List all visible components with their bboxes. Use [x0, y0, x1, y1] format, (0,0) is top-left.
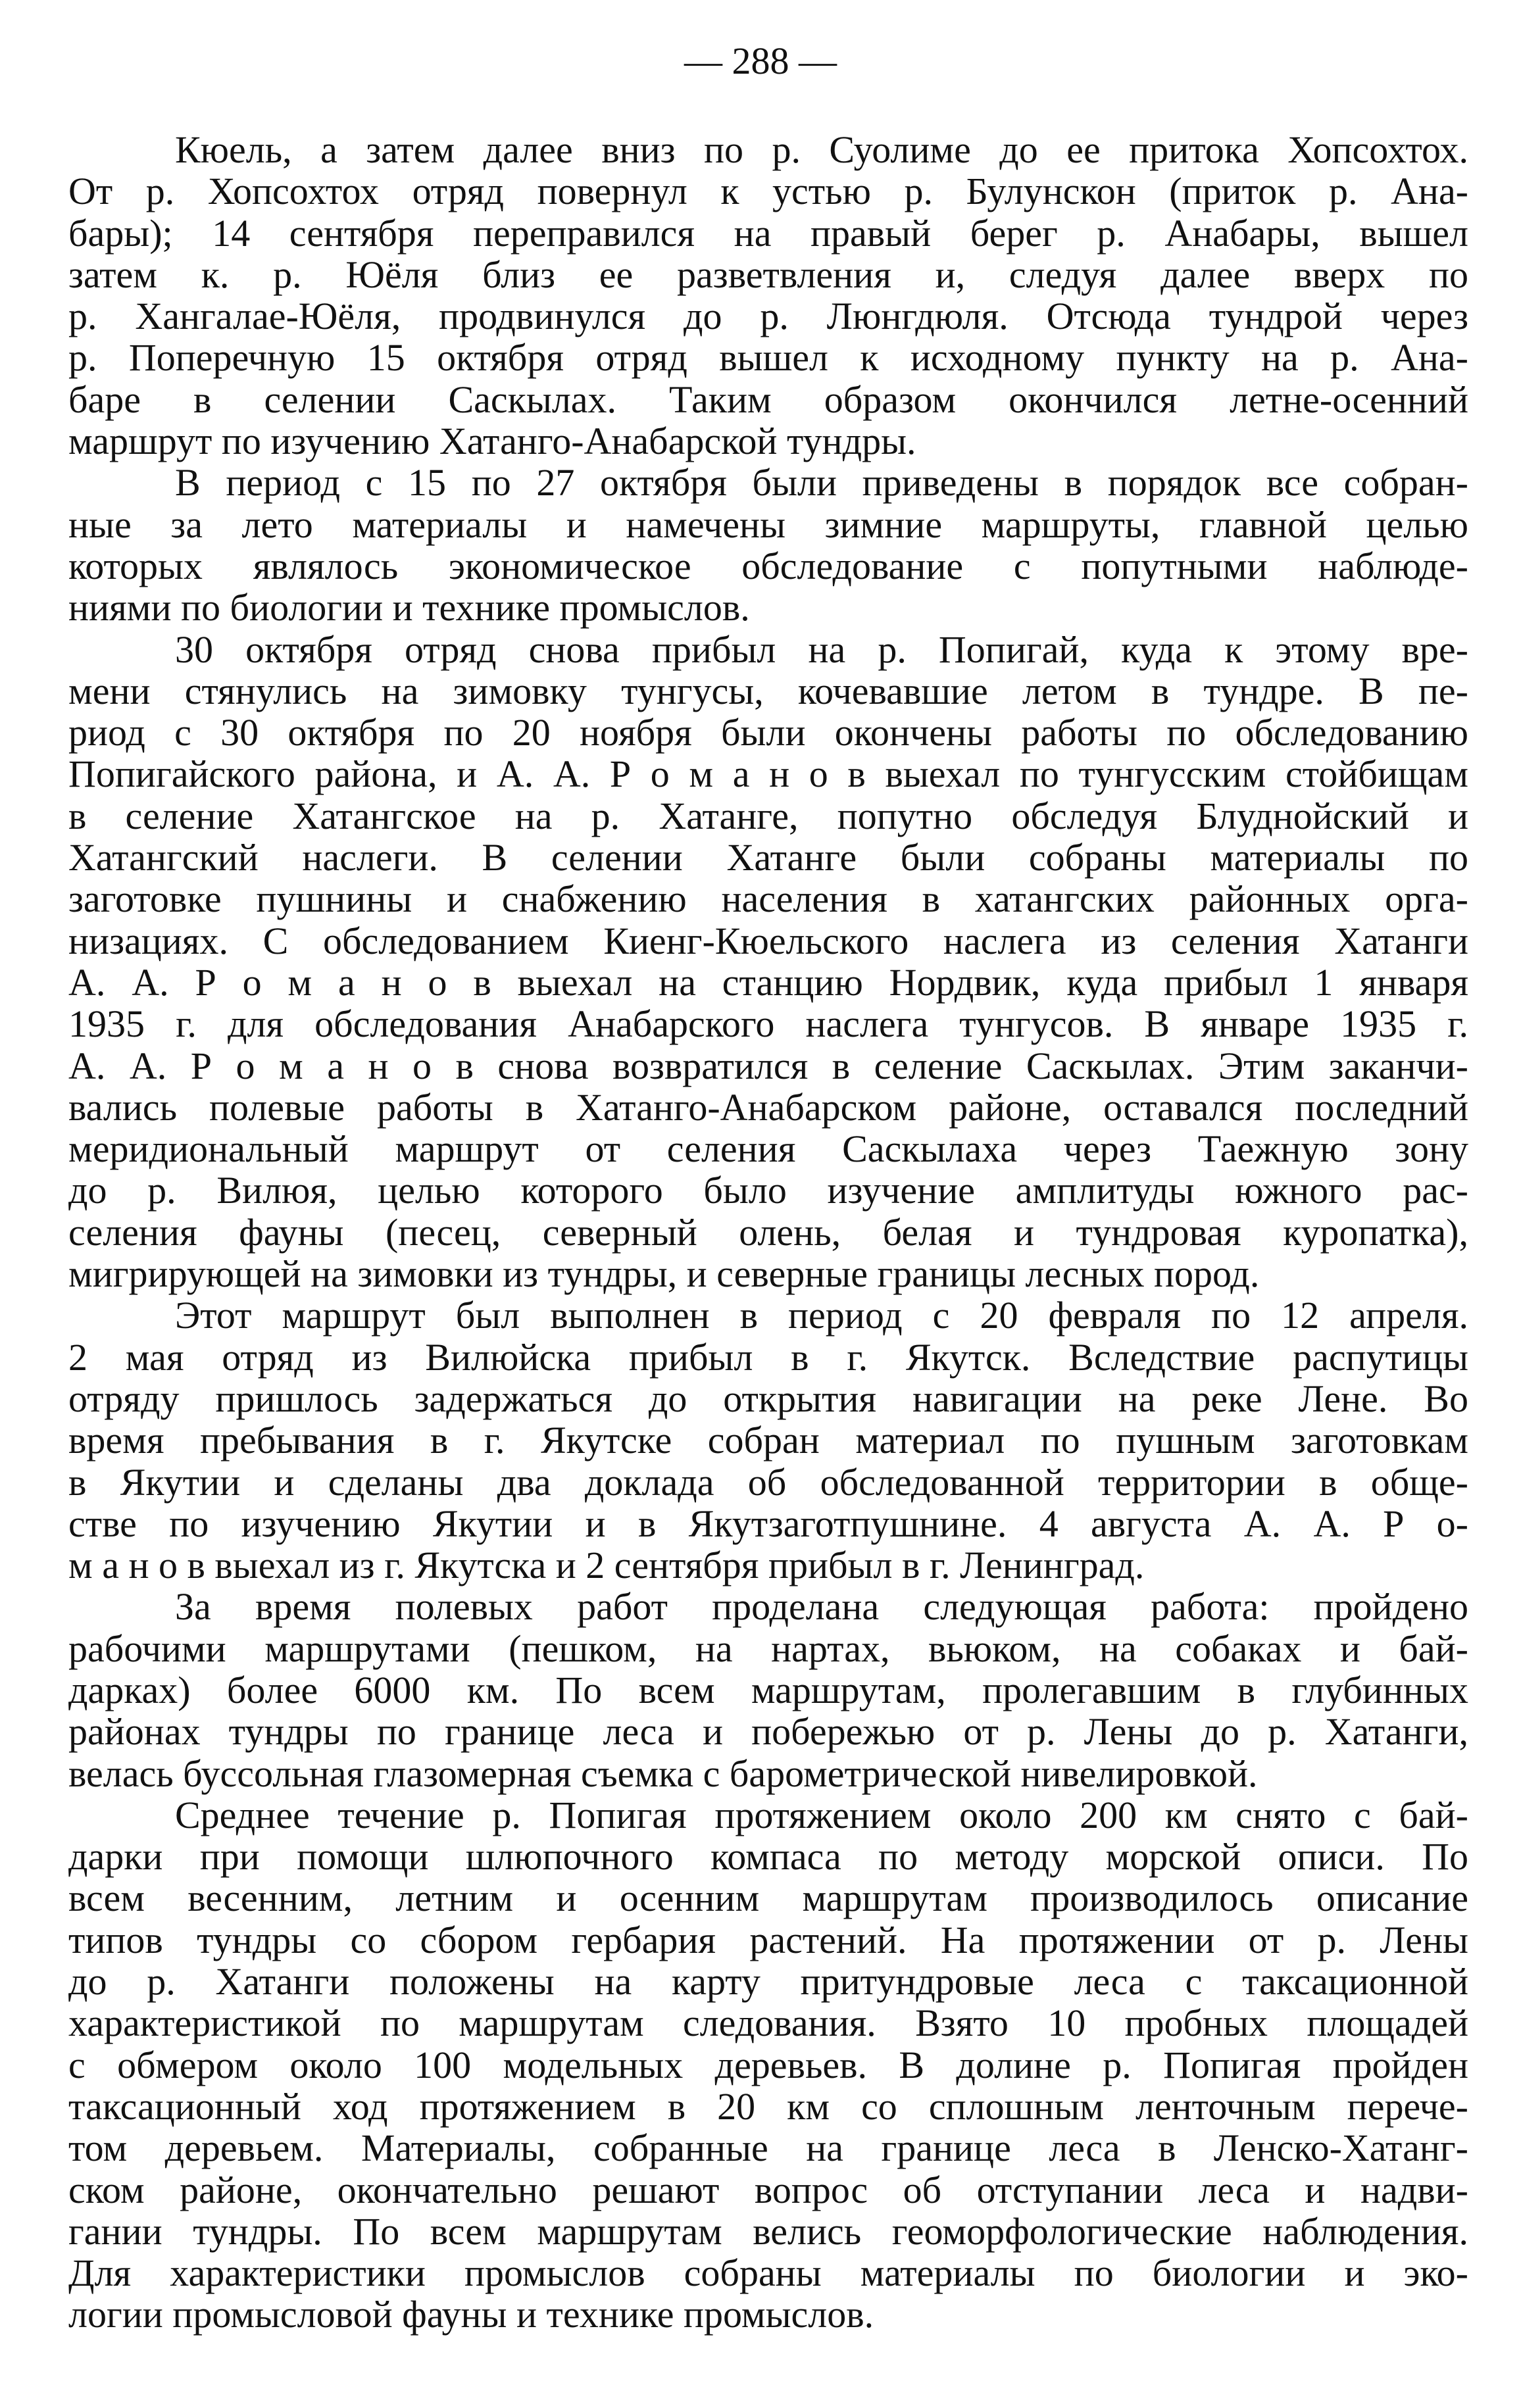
text-line: дарки при помощи шлюпочного компаса по методу морской описи. По — [68, 1835, 1468, 1879]
paragraph — [68, 1294, 1468, 1586]
text-line: В период с 15 по 27 октября были приведены в порядок все собран- — [175, 461, 1468, 504]
text-line: За время полевых работ проделана следующая работа: пройдено — [175, 1585, 1468, 1629]
paragraph — [68, 462, 1468, 628]
text-line: меридиональный маршрут от селения Саскылаха через Таежную зону — [68, 1127, 1468, 1171]
text-line: Среднее течение р. Попигая протяжением около 200 км снято с бай- — [175, 1793, 1468, 1836]
text-line: логии промысловой фауны и технике промыслов. — [68, 2293, 874, 2336]
text-line: ниями по биологии и технике промыслов. — [68, 586, 750, 629]
paragraph — [68, 629, 1468, 1295]
page-number: — 288 — — [684, 39, 837, 82]
text-line: районах тундры по границе леса и побережью от р. Лены до р. Хатанги, — [68, 1710, 1468, 1754]
text-line: стве по изучению Якутии и в Якутзаготпушнине. 4 августа А. А. Р о- — [68, 1502, 1468, 1545]
text-line: 2 мая отряд из Вилюйска прибыл в г. Якутск. Вследствие распутицы — [68, 1335, 1468, 1379]
text-line: ные за лето материалы и намечены зимние маршруты, главной целью — [68, 503, 1468, 546]
text-line: риод с 30 октября по 20 ноября были окончены работы по обследованию — [68, 711, 1468, 754]
text-line: затем к. р. Юёля близ ее разветвления и, следуя далее вверх по — [68, 253, 1468, 296]
text-line: в Якутии и сделаны два доклада об обследованной территории в обще- — [68, 1460, 1468, 1504]
text-line: мигрирующей на зимовки из тундры, и северные границы лесных пород. — [68, 1252, 1260, 1296]
text-line: том деревьем. Материалы, собранные на границе леса в Ленско-Хатанг- — [68, 2126, 1468, 2170]
text-line: ском районе, окончательно решают вопрос об отступании леса и надви- — [68, 2168, 1468, 2211]
paragraph — [68, 1794, 1468, 2336]
text-line: 1935 г. для обследования Анабарского наслега тунгусов. В январе 1935 г. — [68, 1002, 1468, 1046]
text-line: мени стянулись на зимовку тунгусы, кочевавшие летом в тундре. В пе- — [68, 669, 1468, 712]
text-line: баре в селении Саскылах. Таким образом окончился летне-осенний — [68, 378, 1468, 421]
text-line: р. Поперечную 15 октября отряд вышел к исходному пункту на р. Ана- — [68, 336, 1468, 380]
text-line: которых являлось экономическое обследование с попутными наблюде- — [68, 544, 1468, 587]
text-line: всем весенним, летним и осенним маршрутам производилось описание — [68, 1877, 1468, 1920]
text-line: А. А. Р о м а н о в выехал на станцию Нордвик, куда прибыл 1 января — [68, 960, 1468, 1004]
paragraph — [68, 1586, 1468, 1794]
text-line: в селение Хатангское на р. Хатанге, попутно обследуя Блуднойский и — [68, 794, 1468, 837]
text-line: маршрут по изучению Хатанго-Анабарской тундры. — [68, 420, 916, 463]
text-line: р. Хангалае-Юёля, продвинулся до р. Люнгдюля. Отсюда тундрой через — [68, 295, 1468, 338]
paragraph — [68, 129, 1468, 462]
text-line: рабочими маршрутами (пешком, на нартах, вьюком, на собаках и бай- — [68, 1627, 1468, 1670]
text-line: типов тундры со сбором гербария растений. На протяжении от р. Лены — [68, 1918, 1468, 1961]
text-line: вались полевые работы в Хатанго-Анабарском районе, оставался последний — [68, 1085, 1468, 1129]
text-line: От р. Хопсохтох отряд повернул к устью р. Булунскон (приток р. Ана- — [68, 170, 1468, 213]
text-line: до р. Хатанги положены на карту притундровые леса с таксационной — [68, 1960, 1468, 2003]
text-line: время пребывания в г. Якутске собран материал по пушным заготовкам — [68, 1419, 1468, 1462]
text-line: дарках) более 6000 км. По всем маршрутам, пролегавшим в глубинных — [68, 1668, 1468, 1711]
text-line: Хатангский наслеги. В селении Хатанге были собраны материалы по — [68, 836, 1468, 879]
text-line: м а н о в выехал из г. Якутска и 2 сентября прибыл в г. Ленинград. — [68, 1544, 1145, 1587]
text-line: бары); 14 сентября переправился на правый берег р. Анабары, вышел — [68, 211, 1468, 255]
text-line: до р. Вилюя, целью которого было изучение амплитуды южного рас- — [68, 1169, 1468, 1212]
text-line: Этот маршрут был выполнен в период с 20 февраля по 12 апреля. — [175, 1294, 1468, 1337]
text-line: низациях. С обследованием Киенг-Кюельского наслега из селения Хатанги — [68, 919, 1468, 962]
text-line: Кюель, а затем далее вниз по р. Суолиме до ее притока Хопсохтох. — [175, 128, 1468, 171]
text-line: Для характеристики промыслов собраны материалы по биологии и эко- — [68, 2251, 1468, 2295]
text-line: заготовке пушнины и снабжению населения в хатангских районных орга- — [68, 877, 1468, 921]
text-line: отряду пришлось задержаться до открытия навигации на реке Лене. Во — [68, 1377, 1468, 1420]
text-line: с обмером около 100 модельных деревьев. В долине р. Попигая пройден — [68, 2043, 1468, 2086]
text-line: Попигайского района, и А. А. Р о м а н о в выехал по тунгусским стойбищам — [68, 752, 1468, 796]
text-line: велась буссольная глазомерная съемка с барометрической нивелировкой. — [68, 1752, 1258, 1795]
text-line: А. А. Р о м а н о в снова возвратился в селение Саскылах. Этим заканчи- — [68, 1044, 1468, 1087]
text-line: селения фауны (песец, северный олень, белая и тундровая куропатка), — [68, 1210, 1468, 1254]
text-line: характеристикой по маршрутам следования. Взято 10 пробных площадей — [68, 2002, 1468, 2045]
text-line: таксационный ход протяжением в 20 км со сплошным ленточным перече- — [68, 2084, 1468, 2128]
body-text — [68, 129, 1468, 2336]
text-line: гании тундры. По всем маршрутам велись геоморфологические наблюдения. — [68, 2209, 1468, 2253]
text-line: 30 октября отряд снова прибыл на р. Попигай, куда к этому вре- — [175, 627, 1468, 671]
